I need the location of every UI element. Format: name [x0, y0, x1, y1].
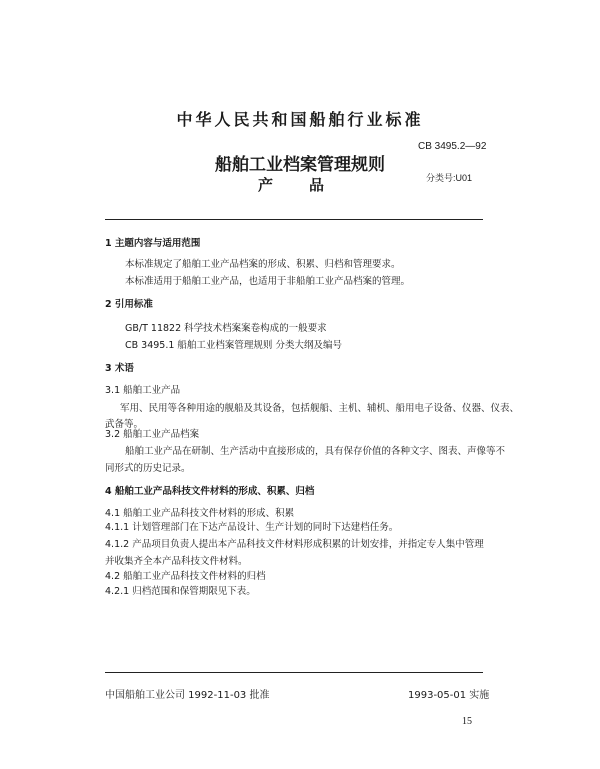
document-title: 船舶工业档案管理规则 [215, 155, 385, 175]
term-3-2-heading: 3.2 船舶工业产品档案 [105, 429, 200, 440]
item-4-1-1: 4.1.1 计划管理部门在下达产品设计、生产计划的同时下达建档任务。 [105, 522, 399, 533]
item-4-1: 4.1 船舶工业产品科技文件材料的形成、积累 [105, 508, 295, 519]
section-1-paragraph-2: 本标准适用于船舶工业产品，也适用于非船舶工业产品档案的管理。 [125, 276, 411, 287]
industry-standard-heading: 中华人民共和国船舶行业标准 [176, 110, 424, 129]
standard-code: CB 3495.2—92 [418, 141, 487, 152]
footer-rule [105, 672, 483, 673]
implementation-date: 1993-05-01 实施 [408, 690, 490, 701]
reference-1: GB/T 11822 科学技术档案案卷构成的一般要求 [125, 323, 327, 334]
reference-2: CB 3495.1 船舶工业档案管理规则 分类大纲及编号 [125, 340, 342, 351]
item-4-1-2-line-2: 并收集齐全本产品科技文件材料。 [105, 556, 248, 567]
classification-number: 分类号:U01 [426, 173, 473, 183]
item-4-1-2-line-1: 4.1.2 产品项目负责人提出本产品科技文件材料形成积累的计划安排，并指定专人集中管理 [105, 539, 484, 550]
section-1-paragraph-1: 本标准规定了船舶工业产品档案的形成、积累、归档和管理要求。 [125, 259, 401, 270]
term-3-1-heading: 3.1 船舶工业产品 [105, 385, 181, 396]
section-2-heading: 2 引用标准 [105, 299, 153, 310]
term-3-1-definition-line-1: 军用、民用等各种用途的舰船及其设备，包括舰船、主机、辅机、船用电子设备、仪器、仪表、 [120, 403, 520, 414]
approval-line: 中国船舶工业公司 1992-11-03 批准 [105, 690, 270, 701]
term-3-2-definition-line-2: 同形式的历史记录。 [105, 463, 191, 474]
section-3-heading: 3 术语 [105, 363, 134, 374]
page-number: 15 [462, 716, 472, 727]
term-3-1-definition-line-2: 武备等。 [105, 419, 144, 430]
item-4-2: 4.2 船舶工业产品科技文件材料的归档 [105, 571, 266, 582]
header-rule [105, 219, 483, 220]
item-4-2-1: 4.2.1 归档范围和保管期限见下表。 [105, 586, 256, 597]
term-3-2-definition-line-1: 船舶工业产品在研制、生产活动中直接形成的，具有保存价值的各种文字、图表、声像等不 [125, 446, 506, 457]
document-subtitle: 产品 [257, 176, 360, 194]
section-1-heading: 1 主题内容与适用范围 [105, 238, 201, 249]
section-4-heading: 4 船舶工业产品科技文件材料的形成、积累、归档 [105, 486, 315, 497]
